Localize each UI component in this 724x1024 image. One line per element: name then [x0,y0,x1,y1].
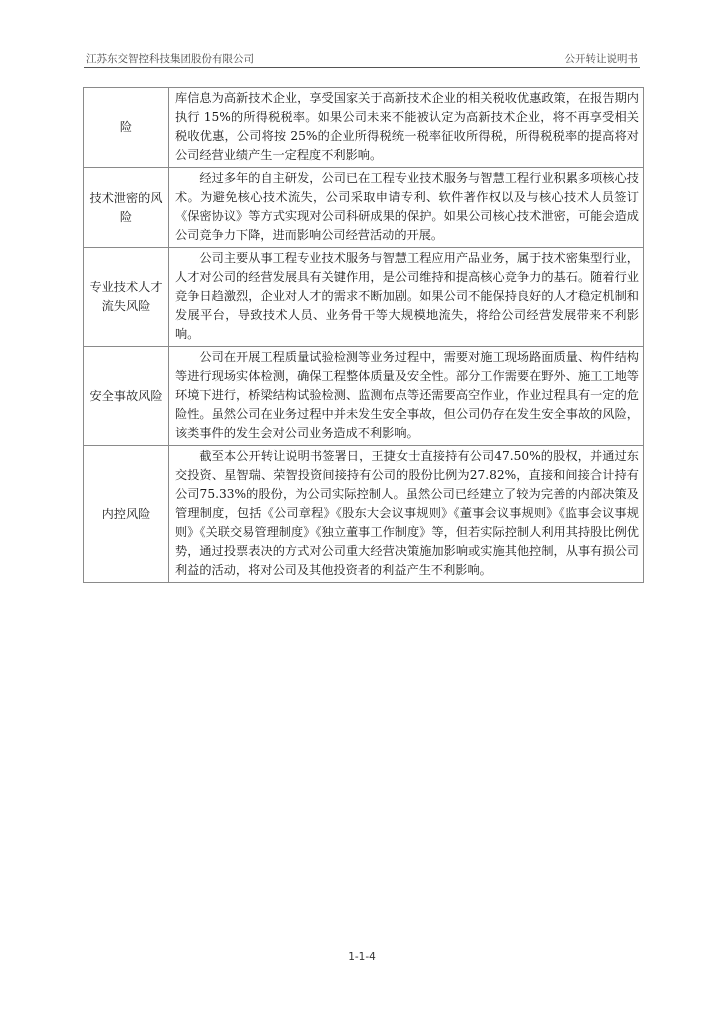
risk-name: 安全事故风险 [84,347,169,446]
table-row [84,168,644,248]
page-number: 1-1-4 [348,951,376,963]
risk-name: 技术泄密的风险 [84,168,169,248]
risk-description: 经过多年的自主研发，公司已在工程专业技术服务与智慧工程行业积累多项核心技术。为避免核心技术流失，公司采取申请专利、软件著作权以及与核心技术人员签订《保密协议》等方式实现对公司科研成果的保护。如果公司核心技术泄密，可能会造成公司竞争力下降，进而影响公司经营活动的开展。 [169,168,644,248]
risk-name: 专业技术人才流失风险 [84,248,169,347]
table-row [84,88,644,168]
risk-name: 险 [84,88,169,168]
risk-table [83,87,644,583]
header-company-name: 江苏东交智控科技集团股份有限公司 [86,53,254,65]
table-row [84,248,644,347]
risk-description: 公司在开展工程质量试验检测等业务过程中，需要对施工现场路面质量、构件结构等进行现场实体检测，确保工程整体质量及安全性。部分工作需要在野外、施工工地等环境下进行，桥梁结构试验检测、监测布点等还需要高空作业，作业过程具有一定的危险性。虽然公司在业务过程中并未发生安全事故，但公司仍存在发生安全事故的风险，该类事件的发生会对公司业务造成不利影响。 [169,347,644,446]
risk-description: 公司主要从事工程专业技术服务与智慧工程应用产品业务，属于技术密集型行业，人才对公司的经营发展具有关键作用，是公司维持和提高核心竞争力的基石。随着行业竞争日趋激烈，企业对人才的需求不断加剧。如果公司不能保持良好的人才稳定机制和发展平台，导致技术人员、业务骨干等大规模地流失，将给公司经营发展带来不利影响。 [169,248,644,347]
risk-name: 内控风险 [84,446,169,583]
page-header [84,51,640,68]
table-row [84,347,644,446]
risk-description: 库信息为高新技术企业，享受国家关于高新技术企业的相关税收优惠政策，在报告期内执行 15%的所得税税率。如果公司未来不能被认定为高新技术企业，将不再享受相关税收优惠，公司将按 25%的企业所得税统一税率征收所得税，所得税税率的提高将对公司经营业绩产生一定程度不利影响。 [169,88,644,168]
header-document-title: 公开转让说明书 [564,53,638,65]
risk-description: 截至本公开转让说明书签署日，王捷女士直接持有公司47.50%的股权，并通过东交投资、星智瑞、荣智投资间接持有公司的股份比例为27.82%，直接和间接合计持有公司75.33%的股份，为公司实际控制人。虽然公司已经建立了较为完善的内部决策及管理制度，包括《公司章程》《股东大会议事规则》《董事会议事规则》《监事会议事规则》《关联交易管理制度》《独立董事工作制度》等，但若实际控制人利用其持股比例优势，通过投票表决的方式对公司重大经营决策施加影响或实施其他控制，从事有损公司利益的活动，将对公司及其他投资者的利益产生不利影响。 [169,446,644,583]
table-row [84,446,644,583]
